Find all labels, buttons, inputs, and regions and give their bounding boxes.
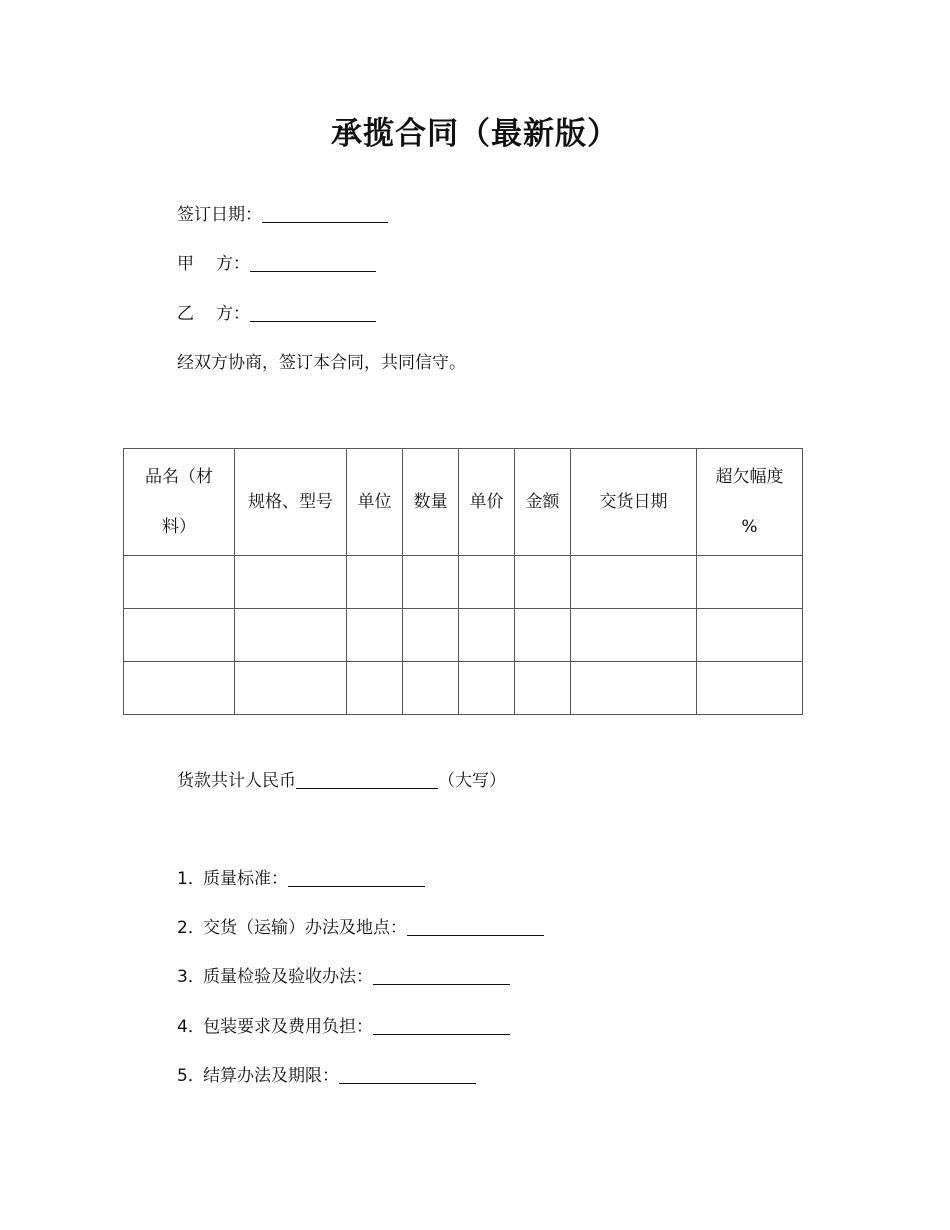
clause-item	[177, 965, 510, 989]
clause-item	[177, 1064, 476, 1088]
table-cell[interactable]	[124, 609, 235, 662]
party-b-label-char: 乙	[177, 304, 194, 324]
table-cell[interactable]	[515, 556, 571, 609]
goods-table	[123, 448, 803, 715]
total-line	[177, 769, 506, 793]
table-cell[interactable]	[347, 609, 403, 662]
clause-item	[177, 867, 425, 891]
total-amount-blank[interactable]	[296, 770, 438, 789]
intro-text: 经双方协商，签订本合同，共同信守。	[177, 353, 466, 373]
table-cell[interactable]	[515, 609, 571, 662]
sign-date-label: 签订日期：	[177, 205, 262, 225]
table-cell[interactable]	[697, 556, 803, 609]
table-cell[interactable]	[347, 556, 403, 609]
header-cell-quantity: 数量	[403, 449, 459, 556]
clause-blank[interactable]	[373, 966, 510, 985]
table-row	[124, 556, 803, 609]
clause-blank[interactable]	[339, 1065, 476, 1084]
party-b-blank[interactable]	[250, 303, 376, 322]
clause-text: 包装要求及费用负担：	[203, 1017, 373, 1037]
party-a-label-suffix: 方：	[216, 254, 250, 274]
header-cell-spec: 规格、型号	[235, 449, 347, 556]
table-cell[interactable]	[124, 556, 235, 609]
party-a-blank[interactable]	[250, 253, 376, 272]
table-cell[interactable]	[571, 609, 697, 662]
table-row	[124, 609, 803, 662]
clause-text: 质量标准：	[203, 869, 288, 889]
clause-number: 1．	[177, 869, 205, 889]
table-cell[interactable]	[235, 556, 347, 609]
header-cell-name-line2: 料）	[162, 517, 196, 537]
sign-date-blank[interactable]	[262, 204, 388, 223]
table-cell[interactable]	[571, 556, 697, 609]
clause-item	[177, 1015, 510, 1039]
table-header-row	[124, 449, 803, 556]
document-title: 承揽合同（最新版）	[331, 116, 619, 152]
clause-number: 5．	[177, 1066, 205, 1086]
header-cell-unit-price: 单价	[459, 449, 515, 556]
header-cell-tolerance	[697, 449, 803, 556]
table-cell[interactable]	[403, 609, 459, 662]
table-cell[interactable]	[124, 662, 235, 715]
clause-number: 4．	[177, 1017, 205, 1037]
clause-text: 交货（运输）办法及地点：	[203, 918, 407, 938]
sign-date-line	[177, 203, 388, 227]
header-cell-amount: 金额	[515, 449, 571, 556]
header-cell-tolerance-line1: 超欠幅度	[715, 467, 784, 487]
header-cell-name-line1: 品名（材	[145, 467, 213, 487]
total-suffix: （大写）	[438, 771, 506, 791]
header-cell-tolerance-line2: %	[741, 517, 758, 537]
header-cell-name	[124, 449, 235, 556]
party-a-label-char: 甲	[177, 254, 194, 274]
party-a-line	[177, 252, 376, 276]
table-cell[interactable]	[697, 609, 803, 662]
clause-text: 质量检验及验收办法：	[203, 967, 373, 987]
table-cell[interactable]	[235, 609, 347, 662]
party-b-line	[177, 302, 376, 326]
table-cell[interactable]	[403, 556, 459, 609]
clause-blank[interactable]	[407, 917, 544, 936]
table-cell[interactable]	[235, 662, 347, 715]
clause-number: 3．	[177, 967, 205, 987]
table-cell[interactable]	[347, 662, 403, 715]
table-cell[interactable]	[697, 662, 803, 715]
header-cell-delivery-date: 交货日期	[571, 449, 697, 556]
table-cell[interactable]	[403, 662, 459, 715]
clause-blank[interactable]	[288, 868, 425, 887]
table-cell[interactable]	[515, 662, 571, 715]
header-cell-unit: 单位	[347, 449, 403, 556]
clause-text: 结算办法及期限：	[203, 1066, 339, 1086]
table-cell[interactable]	[459, 662, 515, 715]
table-cell[interactable]	[459, 609, 515, 662]
table-cell[interactable]	[571, 662, 697, 715]
clause-blank[interactable]	[373, 1016, 510, 1035]
total-label: 货款共计人民币	[177, 771, 296, 791]
clause-number: 2．	[177, 918, 205, 938]
table-cell[interactable]	[459, 556, 515, 609]
table-row	[124, 662, 803, 715]
clause-item	[177, 916, 544, 940]
party-b-label-suffix: 方：	[216, 304, 250, 324]
